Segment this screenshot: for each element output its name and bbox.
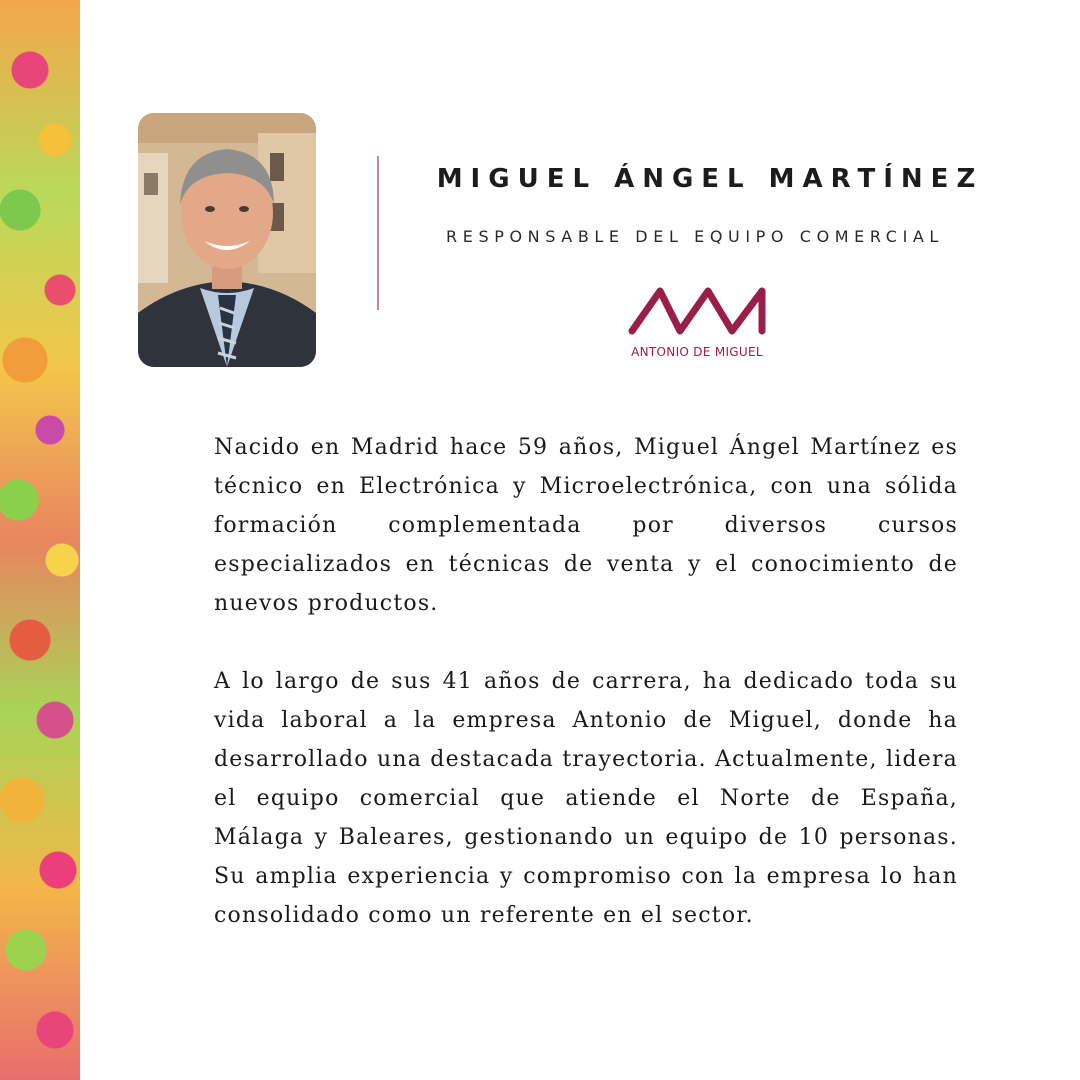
vertical-divider — [377, 156, 379, 310]
company-logo-text: ANTONIO DE MIGUEL — [631, 345, 763, 359]
company-logo-mark — [628, 285, 766, 335]
decorative-floral-strip — [0, 0, 80, 1080]
person-role: RESPONSABLE DEL EQUIPO COMERCIAL — [446, 227, 944, 246]
person-name: MIGUEL ÁNGEL MARTÍNEZ — [436, 164, 984, 194]
profile-photo — [138, 113, 316, 367]
company-logo — [612, 285, 782, 365]
bio-paragraph: Nacido en Madrid hace 59 años, Miguel Ángel Martínez es técnico en Electrónica y Microelectrónica, con una sólida formación complementada por diversos cursos especializados en técnicas de venta y el conocimiento de nuevos productos. — [214, 435, 958, 616]
bio-paragraph: A lo largo de sus 41 años de carrera, ha dedicado toda su vida laboral a la empresa Antonio de Miguel, donde ha desarrollado una destacada trayectoria. Actualmente, lidera el equipo comercial que atiende el Norte de España, Málaga y Baleares, gestionando un equipo de 10 personas. Su amplia experiencia y compromiso con la empresa lo han consolidado como un referente en el sector. — [214, 669, 958, 928]
biography — [214, 428, 958, 974]
